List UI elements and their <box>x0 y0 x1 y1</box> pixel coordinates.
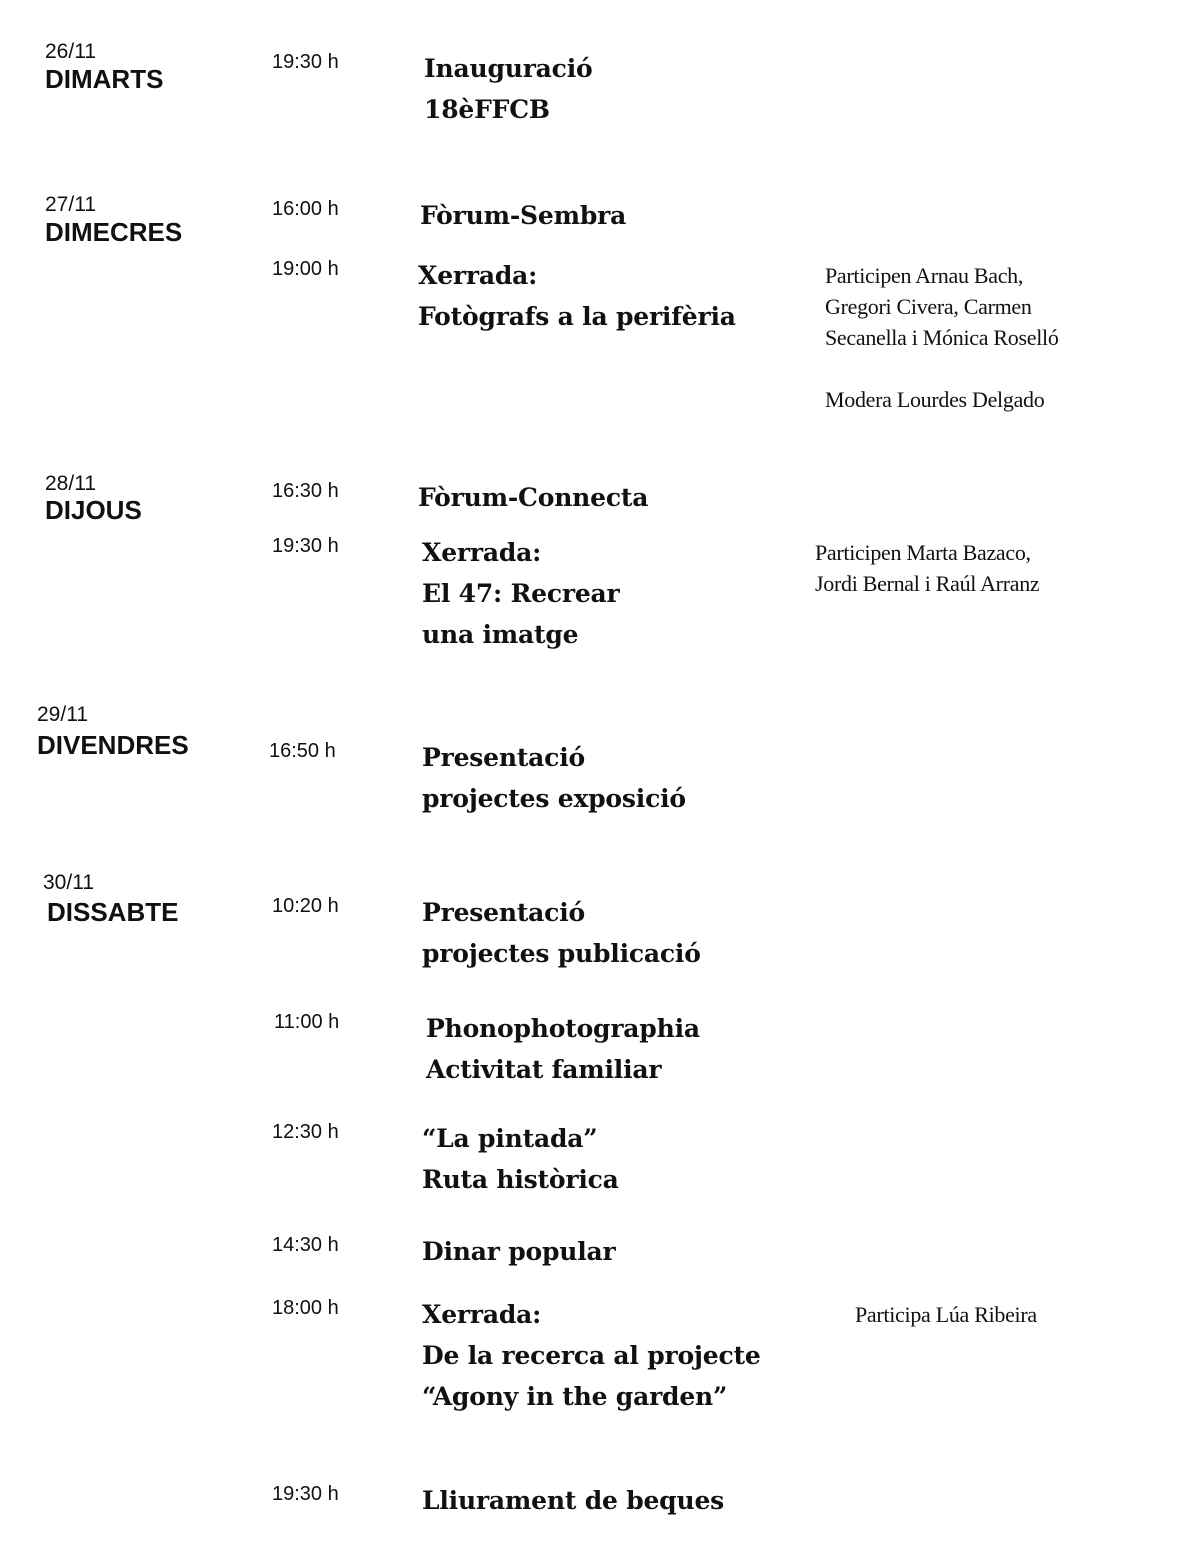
event-title <box>420 195 626 236</box>
event-time: 16:50 h <box>269 740 336 762</box>
participants-line: Participa Lúa Ribeira <box>855 1302 1037 1327</box>
participants-line: Jordi Bernal i Raúl Arranz <box>815 571 1040 596</box>
event-time: 14:30 h <box>272 1234 339 1256</box>
event-time: 19:30 h <box>272 51 339 73</box>
weekday-dimecres: DIMECRES <box>45 217 183 247</box>
event-title-line: “Agony in the garden” <box>422 1382 728 1411</box>
event-time: 19:30 h <box>272 535 339 557</box>
event-title <box>422 1118 619 1200</box>
event-title <box>422 1480 724 1521</box>
event-time: 10:20 h <box>272 895 339 917</box>
event-title-line: Lliurament de beques <box>422 1486 725 1515</box>
event-title-line: Dinar popular <box>422 1237 616 1266</box>
participants-line: Participen Marta Bazaco, <box>815 540 1031 565</box>
event-title-line: Activitat familiar <box>426 1055 662 1084</box>
event-time: 19:30 h <box>272 1483 339 1505</box>
event-title-line: projectes publicació <box>422 939 701 968</box>
event-title <box>418 477 648 518</box>
event-title-line: Presentació <box>422 898 585 927</box>
event-time: 19:00 h <box>272 258 339 280</box>
event-title-line: “La pintada” <box>422 1124 598 1153</box>
event-title-line: Inauguració <box>424 54 593 83</box>
event-participants <box>825 260 1059 353</box>
event-title-line: una imatge <box>422 620 579 649</box>
event-title-line: Xerrada: <box>422 1300 542 1329</box>
event-title-line: 18èFFCB <box>424 95 550 124</box>
event-title-line: Ruta històrica <box>422 1165 619 1194</box>
event-title <box>424 48 592 130</box>
event-title <box>422 892 701 974</box>
weekday-divendres: DIVENDRES <box>37 730 189 760</box>
date-30-11: 30/11 <box>43 871 94 894</box>
date-26-11: 26/11 <box>45 40 96 63</box>
event-title-line: Xerrada: <box>418 261 538 290</box>
event-time: 16:00 h <box>272 198 339 220</box>
event-moderator: Modera Lourdes Delgado <box>825 387 1045 412</box>
weekday-dijous: DIJOUS <box>45 495 142 525</box>
weekday-dissabte: DISSABTE <box>47 897 179 927</box>
event-title-line: Xerrada: <box>422 538 542 567</box>
weekday-dimarts: DIMARTS <box>45 64 164 94</box>
event-participants <box>815 537 1039 599</box>
event-title-line: El 47: Recrear <box>422 579 620 608</box>
event-time: 18:00 h <box>272 1297 339 1319</box>
date-29-11: 29/11 <box>37 703 88 726</box>
event-title <box>422 737 686 819</box>
participants-line: Gregori Civera, Carmen <box>825 294 1032 319</box>
event-title-line: Presentació <box>422 743 585 772</box>
event-title-line: projectes exposició <box>422 784 686 813</box>
event-participants <box>855 1299 1037 1330</box>
event-title-line: Fòrum-Sembra <box>420 201 627 230</box>
participants-line: Participen Arnau Bach, <box>825 263 1024 288</box>
event-title <box>422 1231 616 1272</box>
event-title-line: Phonophotographia <box>426 1014 700 1043</box>
event-title-line: De la recerca al projecte <box>422 1341 761 1370</box>
event-title-line: Fotògrafs a la perifèria <box>418 302 736 331</box>
date-28-11: 28/11 <box>45 472 96 495</box>
event-title <box>422 1294 761 1417</box>
date-27-11: 27/11 <box>45 193 96 216</box>
event-title <box>422 532 620 655</box>
participants-line: Secanella i Mónica Roselló <box>825 325 1059 350</box>
event-title <box>418 255 736 337</box>
event-title-line: Fòrum-Connecta <box>418 483 649 512</box>
event-time: 16:30 h <box>272 480 339 502</box>
event-time: 11:00 h <box>274 1011 340 1033</box>
event-title <box>426 1008 700 1090</box>
event-time: 12:30 h <box>272 1121 339 1143</box>
